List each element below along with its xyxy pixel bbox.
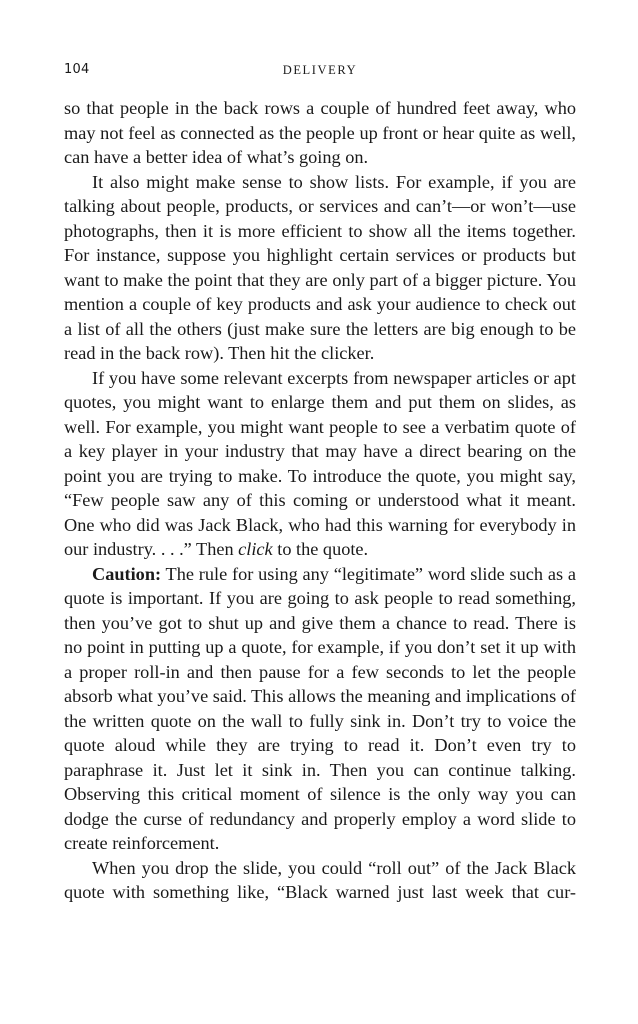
- running-header: [64, 62, 576, 82]
- page-number: 104: [64, 62, 90, 77]
- section-title: DELIVERY: [282, 63, 358, 77]
- emphasis-click: click: [238, 539, 273, 559]
- body-text: [64, 96, 576, 905]
- paragraph-caution: [64, 562, 576, 856]
- paragraph-quotes-text-before: If you have some relevant excerpts from newspaper articles or apt quotes, you might want to enlarge them and put them on slides, as well. For example, you might want people to see a verbatim quote of a key player in your industry that may have a direct bearing on the point you are trying to make. To introduce the quote, you might say, “Few people saw any of this coming or understood what it meant. One who did was Jack Black, who had this warning for everybody in our industry. . . .” Then: [64, 367, 576, 559]
- paragraph-quotes-text-after: to the quote.: [272, 539, 369, 559]
- paragraph-continuation: so that people in the back rows a couple of hundred feet away, who may not feel as connected as the people up front or hear quite as well, can have a better idea of what’s going on.: [64, 98, 576, 167]
- paragraph-quotes: [64, 366, 576, 562]
- paragraph-lists: It also might make sense to show lists. For example, if you are talking about people, products, or services and can’t—or won’t—use photographs, then it is more efficient to show all the items together. For instance, suppose you highlight certain services or products but want to make the point that they are only part of a bigger picture. You mention a couple of key products and ask your audience to check out a list of all the others (just make sure the letters are big enough to be read in the back row). Then hit the clicker.: [64, 171, 576, 363]
- paragraph-roll-out: When you drop the slide, you could “roll out” of the Jack Black quote with something like, “Black warned just last week that cur-: [64, 857, 576, 902]
- caution-text: The rule for using any “legitimate” word slide such as a quote is important. If you are going to ask people to read something, then you’ve got to shut up and give them a chance to read. There is no point in putting up a quote, for example, if you don’t set it up with a proper roll-in and then pause for a few seconds to let the people absorb what you’ve said. This allows the meaning and implications of the written quote on the wall to fully sink in. Don’t try to voice the quote aloud while they are trying to read it. Don’t even try to paraphrase it. Just let it sink in. Then you can continue talking. Observing this critical moment of silence is the only way you can dodge the curse of redundancy and properly employ a word slide to create reinforcement.: [64, 563, 576, 853]
- caution-label: Caution:: [92, 563, 162, 584]
